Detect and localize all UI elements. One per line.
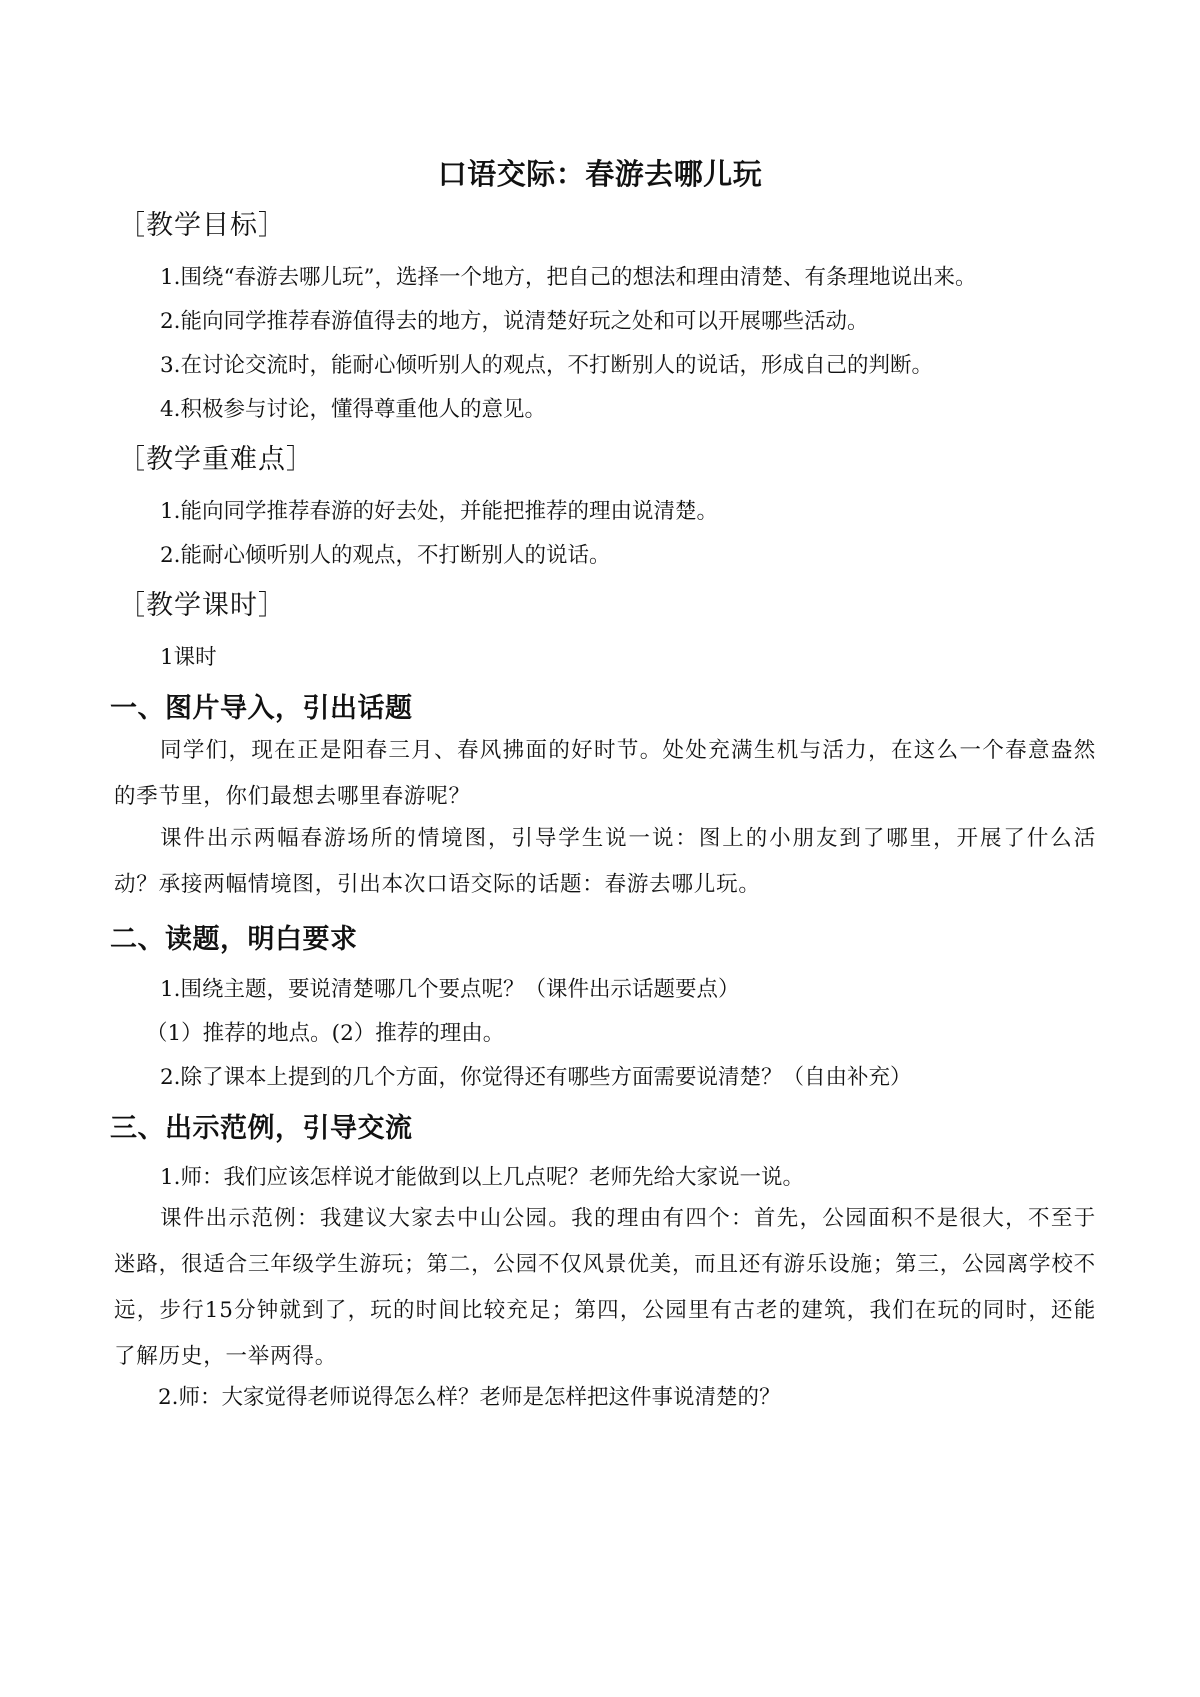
part1-paragraph-1: 同学们，现在正是阳春三月、春风拂面的好时节。处处充满生机与活力，在这么一个春意盎然的季节里，你们最想去哪里春游呢？ [114,738,1096,809]
section-heading-key-points: ［教学重难点］ [118,444,314,475]
part2-line-2: （1）推荐的地点。(2）推荐的理由。 [146,1021,505,1046]
goal-item-2: 2.能向同学推荐春游值得去的地方，说清楚好玩之处和可以开展哪些活动。 [160,309,869,334]
goal-item-4: 4.积极参与讨论，懂得尊重他人的意见。 [160,397,547,422]
part3-example-paragraph: 课件出示范例：我建议大家去中山公园。我的理由有四个：首先，公园面积不是很大，不至于迷路，很适合三年级学生游玩；第二，公园不仅风景优美，而且还有游乐设施；第三，公园离学校不远，步行15分钟就到了，玩的时间比较充足；第四，公园里有古老的建筑，我们在玩的同时，还能了解历史，一举两得。 [114,1206,1096,1369]
periods-value: 1课时 [160,645,217,670]
section-heading-goals: ［教学目标］ [118,210,286,241]
key-point-item-2: 2.能耐心倾听别人的观点，不打断别人的说话。 [160,543,611,568]
part2-heading: 二、读题，明白要求 [110,924,358,955]
part2-line-1: 1.围绕主题，要说清楚哪几个要点呢？（课件出示话题要点） [160,977,740,1002]
part3-heading: 三、出示范例，引导交流 [110,1113,413,1144]
part1-paragraph-2: 课件出示两幅春游场所的情境图，引导学生说一说：图上的小朋友到了哪里，开展了什么活动？承接两幅情境图，引出本次口语交际的话题：春游去哪儿玩。 [114,826,1096,897]
key-point-item-1: 1.能向同学推荐春游的好去处，并能把推荐的理由说清楚。 [160,499,719,524]
section-heading-periods: ［教学课时］ [118,590,286,621]
document-title: 口语交际：春游去哪儿玩 [437,157,763,191]
part3-line-2: 2.师：大家觉得老师说得怎么样？老师是怎样把这件事说清楚的？ [158,1385,781,1410]
goal-item-1: 1.围绕“春游去哪儿玩”，选择一个地方，把自己的想法和理由清楚、有条理地说出来。 [160,265,977,290]
part3-line-1: 1.师：我们应该怎样说才能做到以上几点呢？老师先给大家说一说。 [160,1165,805,1190]
part1-heading: 一、图片导入，引出话题 [110,693,413,724]
goal-item-3: 3.在讨论交流时，能耐心倾听别人的观点，不打断别人的说话，形成自己的判断。 [160,353,934,378]
part2-line-3: 2.除了课本上提到的几个方面，你觉得还有哪些方面需要说清楚？（自由补充） [160,1065,912,1090]
